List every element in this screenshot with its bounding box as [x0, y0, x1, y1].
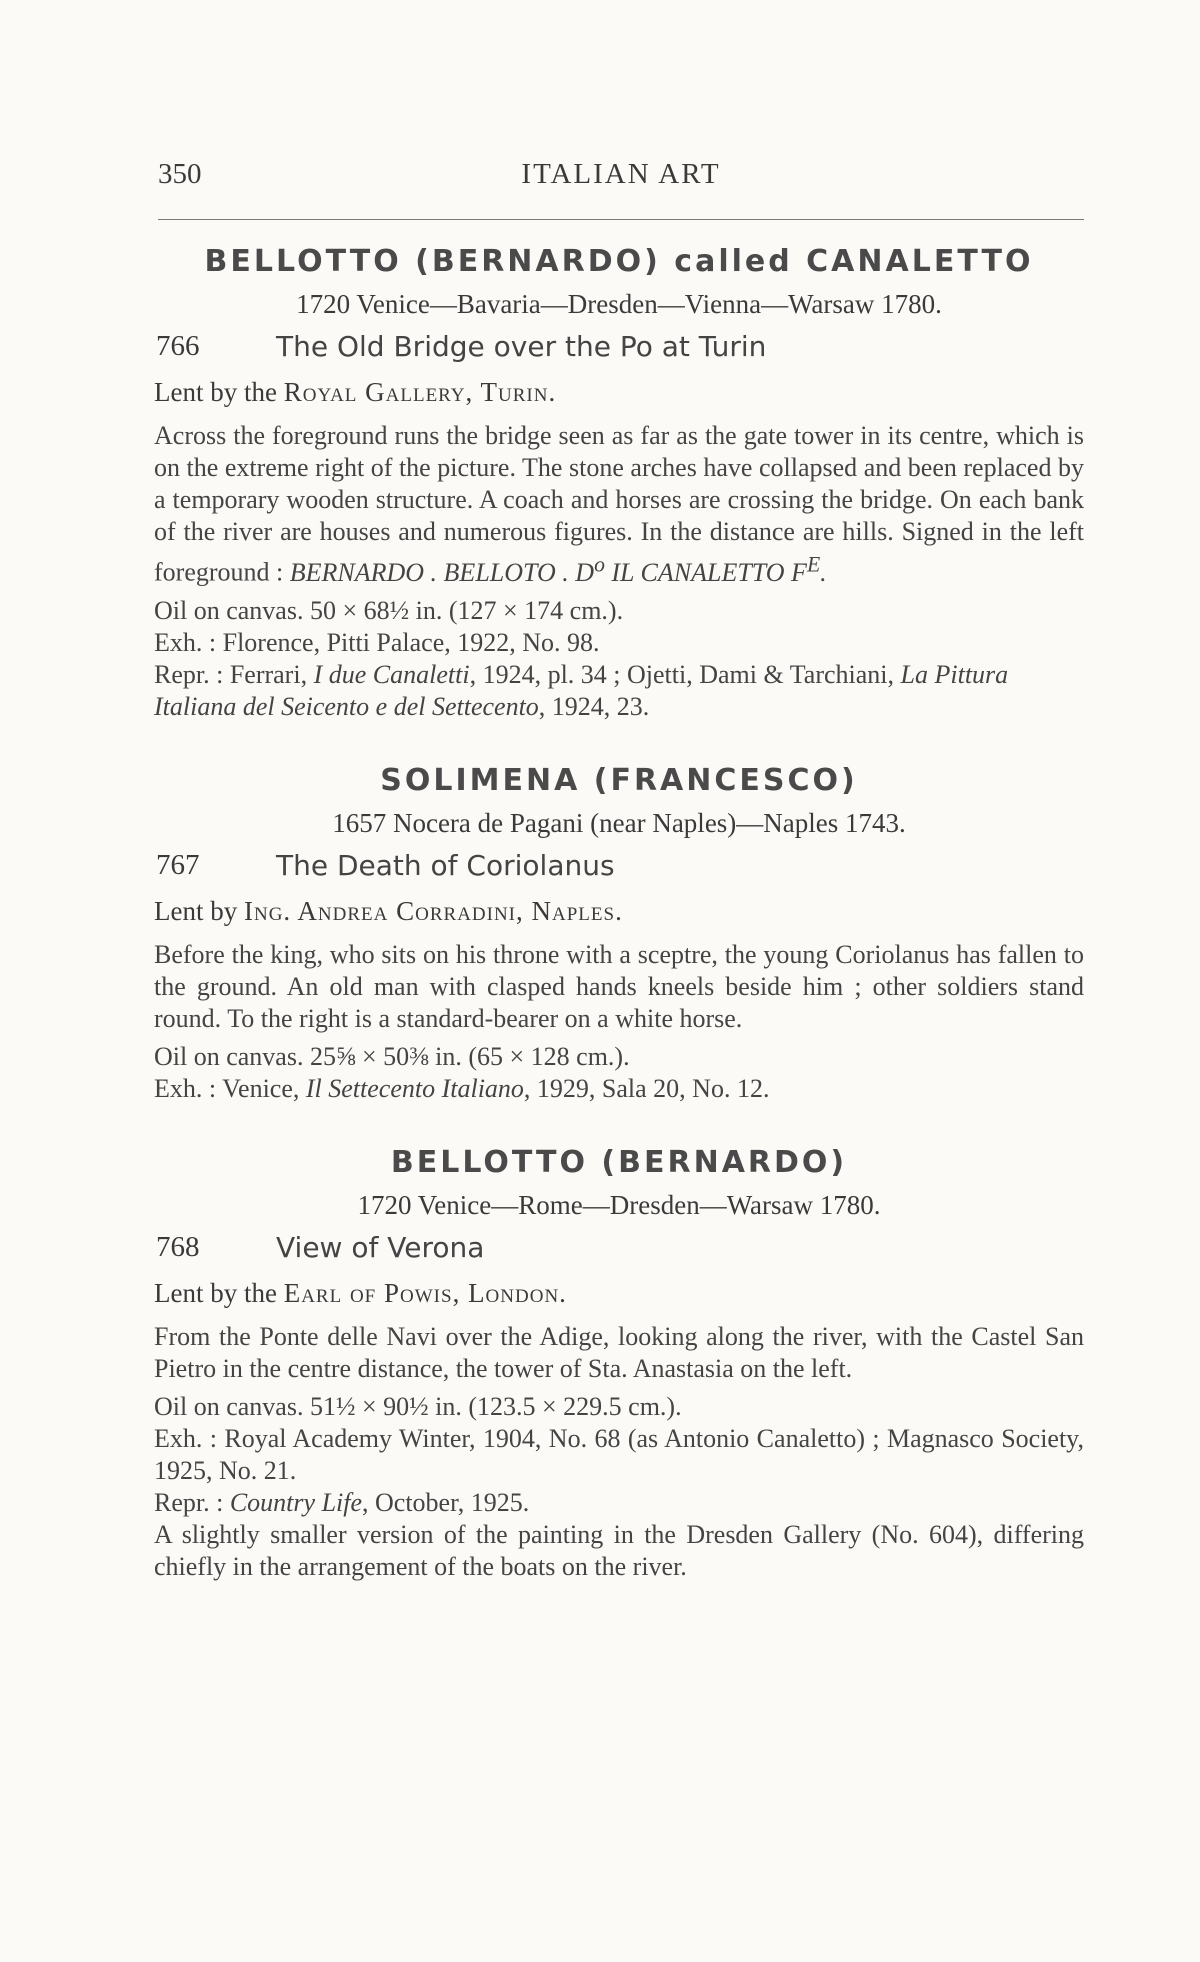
catalogue-content [154, 244, 1084, 1583]
running-head [158, 158, 1084, 198]
header-rule [158, 219, 1084, 220]
lender-line: Lent by the Royal Gallery, Turin. [154, 377, 557, 407]
reproduction-line: Repr. : Ferrari, I due Canaletti, 1924, pl. 34 ; Ojetti, Dami & Tarchiani, La Pittura Italiana del Seicento e del Settecento, 1924, 23. [154, 659, 1009, 721]
medium-line: Oil on canvas. 51½ × 90½ in. (123.5 × 229.5 cm.). [154, 1391, 682, 1421]
entry-title: The Death of Coriolanus [276, 848, 615, 882]
catalogue-entry-766 [154, 244, 1084, 723]
entry-number: 766 [156, 330, 200, 362]
catalogue-entry-767 [154, 763, 1084, 1105]
artist-dates: 1720 Venice—Bavaria—Dresden—Vienna—Warsaw 1780. [296, 289, 942, 319]
lender-name: Ing. Andrea Corradini, Naples. [243, 895, 623, 926]
medium-line: Oil on canvas. 25⅝ × 50⅜ in. (65 × 128 cm.). [154, 1041, 630, 1071]
entry-title: View of Verona [276, 1230, 485, 1264]
lender-name: Earl of Powis, London. [283, 1277, 567, 1308]
page-number: 350 [158, 158, 202, 190]
artist-heading: BELLOTTO (BERNARDO) called CANALETTO [204, 244, 1034, 279]
entry-description: Across the foreground runs the bridge seen as far as the gate tower in its centre, which is on the extreme right of the picture. The stone arches have collapsed and been replaced by a temporary wooden structure. A coach and horses are crossing the bridge. On each bank of the river are houses and numerous figures. In the distance are hills. Signed in the left foreground : BERNARDO . BELLOTO . $D^o$ IL CANALETTO $F^E$. [154, 421, 1084, 587]
entry-description: Before the king, who sits on his throne with a sceptre, the young Coriolanus has fallen to the ground. An old man with clasped hands kneels beside him ; other soldiers stand round. To the right is a standard-bearer on a white horse. [154, 939, 1084, 1033]
exhibition-line: Exh. : Venice, Il Settecento Italiano, 1929, Sala 20, No. 12. [154, 1073, 770, 1103]
lender-line: Lent by the Earl of Powis, London. [154, 1277, 567, 1308]
signature-inscription: BERNARDO . BELLOTO . $D^o$ IL CANALETTO $F^E$. [289, 552, 827, 587]
entry-heading [154, 330, 1084, 363]
medium-line: Oil on canvas. 50 × 68½ in. (127 × 174 cm.). [154, 595, 624, 625]
artist-dates: 1720 Venice—Rome—Dresden—Warsaw 1780. [357, 1189, 881, 1220]
reproduction-line: Repr. : Country Life, October, 1925. [154, 1487, 530, 1517]
entry-heading [154, 849, 1084, 882]
artist-heading: BELLOTTO (BERNARDO) [390, 1144, 848, 1180]
entry-note: A slightly smaller version of the painting in the Dresden Gallery (No. 604), differing chiefly in the arrangement of the boats on the river. [154, 1519, 1084, 1581]
artist-heading: SOLIMENA (FRANCESCO) [380, 762, 858, 798]
catalogue-entry-768 [154, 1145, 1084, 1583]
entry-heading [154, 1231, 1084, 1264]
entry-description: From the Ponte delle Navi over the Adige, looking along the river, with the Castel San Pietro in the centre distance, the tower of Sta. Anastasia on the left. [154, 1321, 1084, 1383]
exhibition-line: Exh. : Royal Academy Winter, 1904, No. 68 (as Antonio Canaletto) ; Magnasco Society, 1925, No. 21. [154, 1423, 1084, 1485]
exhibition-line: Exh. : Florence, Pitti Palace, 1922, No. 98. [154, 627, 600, 657]
entry-title: The Old Bridge over the Po at Turin [276, 330, 767, 363]
lender-name: Royal Gallery, Turin. [283, 377, 557, 407]
entry-number: 767 [156, 848, 200, 881]
artist-dates: 1657 Nocera de Pagani (near Naples)—Naples 1743. [332, 807, 906, 838]
running-title: ITALIAN ART [521, 158, 721, 190]
lender-line: Lent by Ing. Andrea Corradini, Naples. [154, 895, 623, 926]
entry-number: 768 [156, 1230, 200, 1263]
